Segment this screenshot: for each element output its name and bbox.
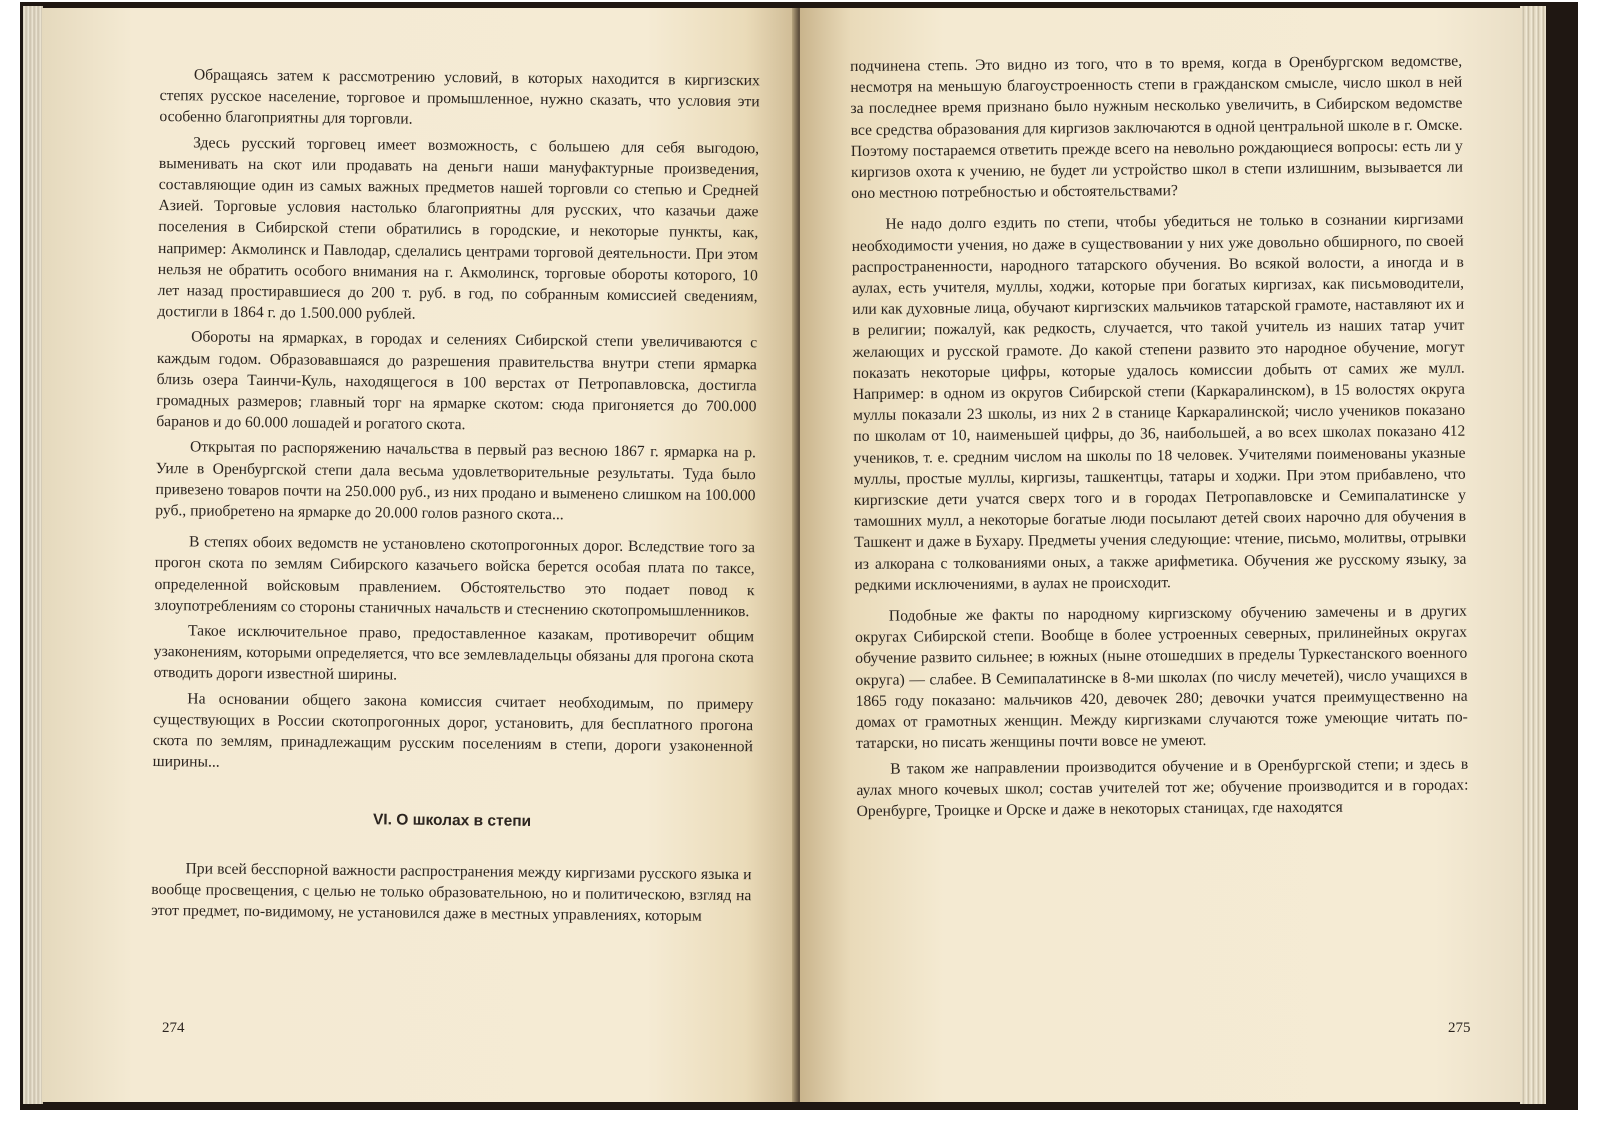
paragraph: Обороты на ярмарках, в городах и селениях Сибирской степи увеличиваются с каждым годом. Образовавшаяся до разрешения правительства внутри степи ярмарка близь озера Таинчи-Куль, находящегося в 100 верстах от Петропавловска, достигла громадных размеров; главный торг на ярмарке скотом: сюда пригоняется до 700.000 баранов и до 60.000 лошадей и рогатого скота.: [156, 328, 758, 434]
left-page-text: [151, 64, 760, 928]
paragraph: При всей бесспорной важности распространения между киргизами русского языка и вообще просвещения, с целью не только образовательною, но и политическою, взгляд на этот предмет, по-видимому, не установился даже в местных управлениях, которым: [151, 860, 752, 925]
left-page: [42, 8, 798, 1102]
right-page-edges: [1520, 6, 1546, 1104]
paragraph: В таком же направлении производится обучение и в Оренбургской степи; и здесь в аулах много кочевых школ; состав учителей тот же; обучение производится и в городах: Оренбурге, Троицке и Орске и даже в некоторых станицах, где находятся: [856, 755, 1469, 820]
right-page-text: [850, 51, 1469, 822]
section-heading: VI. О школах в степи: [372, 810, 532, 830]
page-number: 274: [162, 1020, 185, 1036]
paragraph: Не надо долго ездить по степи, чтобы убедиться не только в сознании киргизами необходимости учения, но даже в существовании у них уже довольно обширного, по своей распространенности, народного татарского обучения. Во всякой волости, а иногда и в аулах, есть учителя, муллы, ходжи, которые при богатых киргизах, как письмоводители, или как духовные лица, обучают киргизских мальчиков татарской грамоте, наставляют их и в религии; пожалуй, как редкость, случается, что такой учитель из наших татар учит желающих и русской грамоте. До какой степени развито это народное обучение, могут показать некоторые цифры, которые удалось комиссии добыть от самих же мулл. Например: в одном из округов Сибирской степи (Каркаралинском), в 15 волостях округа муллы показали 23 школы, из них 2 в станице Каркаралинской; число учеников показано по школам от 10, наименьшей цифры, до 36, наибольшей, а во всех школах показано 412 учеников, т. е. средним числом на школы по 18 человек. Учителями поименованы указные муллы, простые муллы, киргизы, ташкентцы, татары и ходжи. При этом прибавлено, что киргизские дети учатся сверх того и в городах Петропавловске и Семипалатинске у тамошних мулл, а некоторые богатые люди посылают детей своих нарочно для обучения в Ташкент и даже в Бухару. Предметы учения следующие: чтение, письмо, молитвы, отрывки из алкорана с толкованиями оных, а также арифметика. Обучения же русскому языку, за редкими исключениями, в аулах не происходит.: [851, 211, 1467, 594]
paragraph: подчинена степь. Это видно из того, что в то время, когда в Оренбургском ведомстве, несмотря на меньшую благоустроенность степи в гражданском смысле, число школ в ней за последнее время признано было нужным несколько увеличить, в Сибирском ведомстве все средства образования для киргизов заключаются в одной центральной школе в г. Омске. Поэтому постараемся ответить прежде всего на невольно рождающиеся вопросы: есть ли у киргизов охота к учению, не будет ли устройство школ в степи излишним, вызывается ли оно местною потребностью и обстоятельствами?: [850, 52, 1464, 203]
paragraph: Обращаясь затем к рассмотрению условий, в которых находится в киргизских степях русское население, торговое и промышленное, нужно сказать, что условия эти особенно благоприятны для торговли.: [159, 66, 760, 129]
paragraph: Открытая по распоряжению начальства в первый раз весною 1867 г. ярмарка на р. Уиле в Оренбургской степи дала весьма удовлетворительные результаты. Туда было привезено товаров почти на 250.000 руб., из них продано и выменено слишком на 100.000 руб., приобретено на ярмарке до 20.000 голов разного скота...: [155, 438, 757, 524]
paragraph: В степях обоих ведомств не установлено скотопрогонных дорог. Вследствие того за прогон скота по землям Сибирского казачьего войска берется особая плата по таксе, определенной войсковым правлением. Обстоятельство это подает повод к злоупотреблениям со стороны станичных начальств и стеснению скотопромышленников.: [154, 533, 756, 621]
paragraph: Здесь русский торговец имеет возможность, с большею для себя выгодою, выменивать на скот или продавать на деньги наши мануфактурные произведения, составляющие один из самых важных предметов нашей торговли со степью и Средней Азией. Торговые условия настолько благоприятны для русских, что казачьи даже поселения в Сибирской степи обратились в городские, и некоторые пункты, как, например: Акмолинск и Павлодар, сделались центрами торговой деятельности. При этом нельзя не обратить особого внимания на г. Акмолинск, торговые обороты которого, 10 лет назад простиравшиеся до 200 т. руб. в год, по собранным комиссией сведениям, достигли в 1864 г. до 1.500.000 рублей.: [157, 133, 760, 323]
left-page-edges: [23, 6, 43, 1104]
paragraph: Такое исключительное право, предоставленное казакам, противоречит общим узаконениям, которыми определяется, что все землевладельцы обязаны для прогона скота отводить дороги известной ширины.: [153, 622, 755, 685]
right-page: [800, 8, 1522, 1102]
page-number: 275: [1448, 1020, 1471, 1036]
paragraph: Подобные же факты по народному киргизскому обучению замечены и в других округах Сибирской степи. Вообще в более устроенных северных, прилинейных округах обучение развито сильнее; в южных (ныне отошедших в пределы Туркестанского военного округа) — слабее. В Семипалатинске в 8-ми школах (по числу мечетей), число учащихся в 1865 году показано: мальчиков 420, девочек 280; девочки учатся преимущественно на домах от грамотных женщин. Между киргизками случаются тоже умеющие читать по-татарски, но писать женщины почти вовсе не умеют.: [855, 602, 1468, 753]
paragraph: На основании общего закона комиссия считает необходимым, по примеру существующих в России скотопрогонных дорог, установить, для бесплатного прогона скота по землям, принадлежащим русским поселениям в степи, дороги узаконенной ширины...: [152, 690, 754, 771]
